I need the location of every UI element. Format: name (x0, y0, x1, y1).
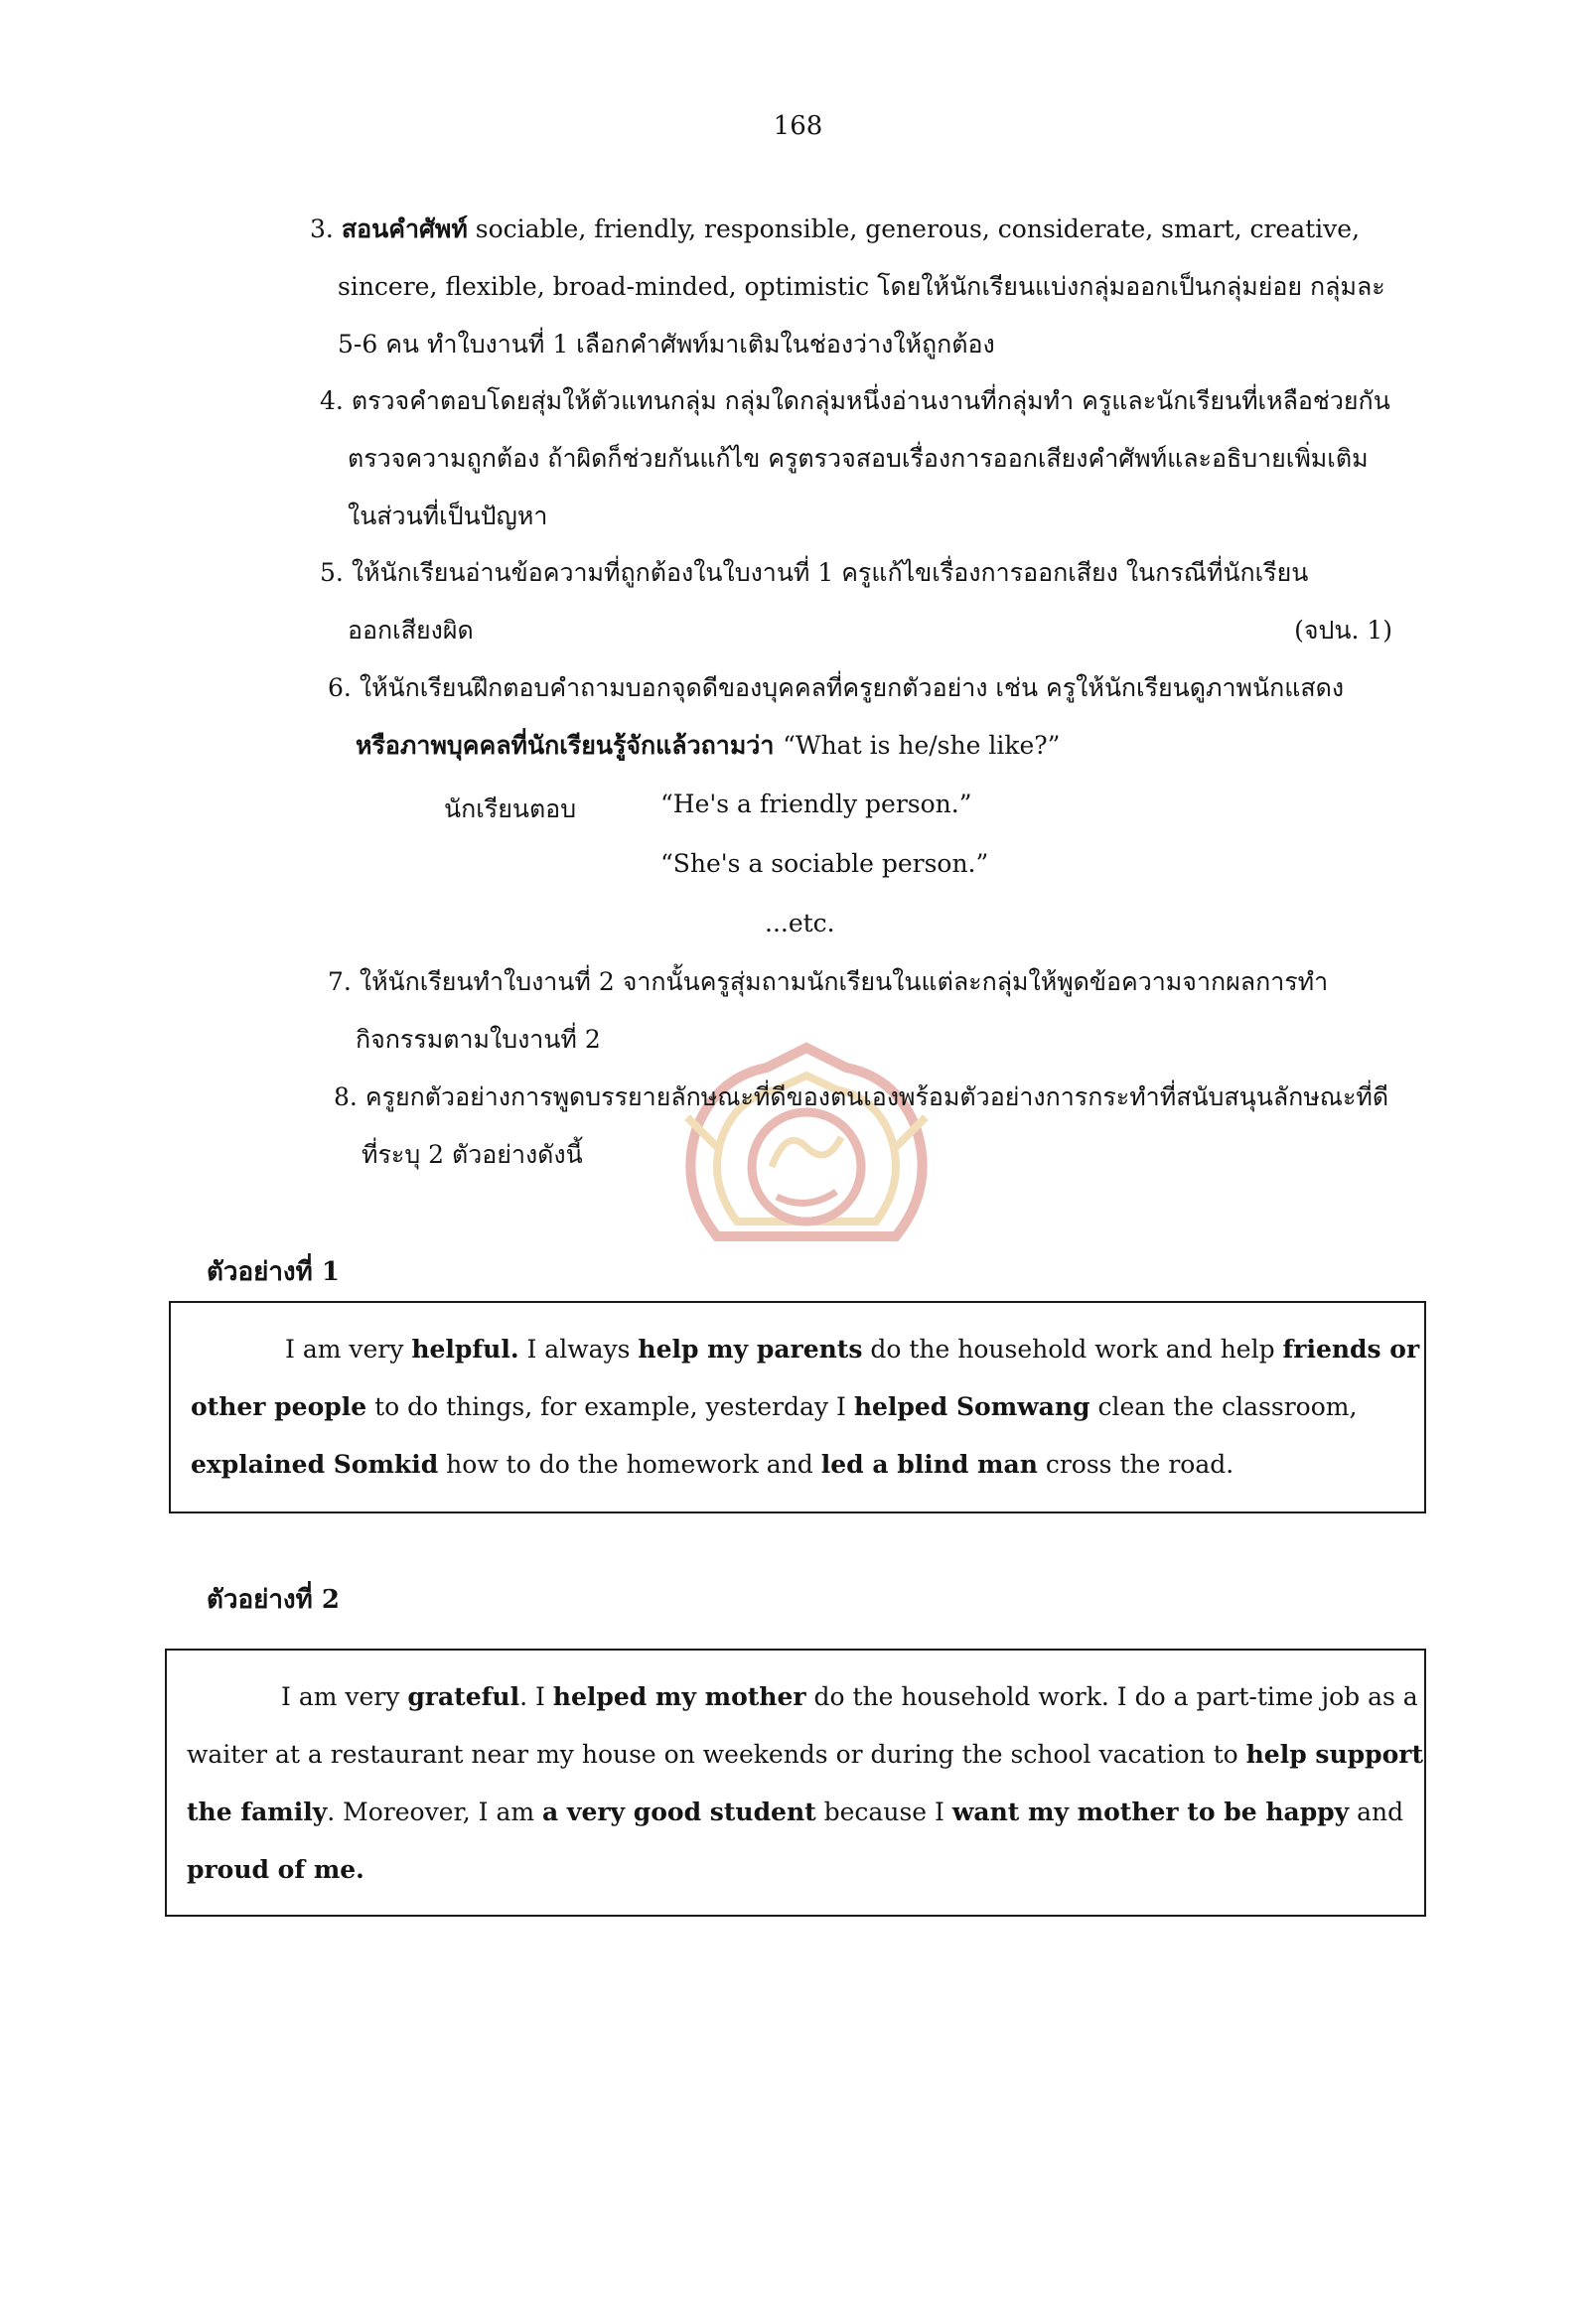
item-number: 4. (320, 386, 344, 415)
instruction-item-8 (334, 1069, 1436, 1184)
example-text: I am very (285, 1335, 412, 1364)
example-text: . Moreover, I am (327, 1798, 543, 1826)
example-text: want my mother to be happy (951, 1798, 1350, 1826)
item-text: sociable, friendly, responsible, generous, considerate, smart, creative, (467, 215, 1361, 243)
example-text: helped my mother (552, 1682, 806, 1711)
example-text: do the household work. I do a part-time job as a (805, 1682, 1418, 1711)
item-number: 5. (320, 558, 344, 587)
dialog-etc: ...etc. (765, 909, 835, 937)
item-text: ให้นักเรียนอ่านข้อความที่ถูกต้องในใบงานที่ 1 ครูแก้ไขเรื่องการออกเสียง ในกรณีที่นักเรียน (351, 558, 1309, 587)
item-number: 6. (328, 673, 352, 702)
example-2-title: ตัวอย่างที่ 2 (207, 1585, 340, 1615)
example-1-box (169, 1301, 1426, 1513)
instruction-item-3 (310, 201, 1422, 373)
example-text: to do things, for example, yesterday I (366, 1392, 854, 1421)
example-2-box (165, 1649, 1426, 1917)
item-text: ครูยกตัวอย่างการพูดบรรยายลักษณะที่ดีของตนเองพร้อมตัวอย่างการกระทำที่สนับสนุนลักษณะที่ดี (364, 1082, 1389, 1111)
example-text: a very good student (542, 1798, 816, 1826)
page-number: 168 (773, 111, 823, 141)
example-text: cross the road. (1037, 1450, 1234, 1479)
example-text: other people (191, 1392, 367, 1421)
example-text: I always (518, 1335, 639, 1364)
example-text: helpful. (411, 1335, 519, 1364)
example-text: because I (815, 1798, 952, 1826)
example-text: friends or (1282, 1335, 1420, 1364)
example-text: . I (519, 1682, 553, 1711)
example-text: led a blind man (820, 1450, 1038, 1479)
example-text: the family (187, 1798, 328, 1826)
item-number: 8. (334, 1082, 358, 1111)
example-text: explained Somkid (191, 1450, 439, 1479)
item-text: 5-6 คน ทำใบงานที่ 1 เลือกคำศัพท์มาเติมในช่องว่างให้ถูกต้อง (338, 330, 995, 359)
reference-note: (จปน. 1) (1294, 616, 1392, 645)
item-text: ตรวจคำตอบโดยสุ่มให้ตัวแทนกลุ่ม กลุ่มใดกลุ่มหนึ่งอ่านงานที่กลุ่มทำ ครูและนักเรียนที่เหลือช่วยกัน (351, 386, 1390, 415)
example-text: helped Somwang (853, 1392, 1090, 1421)
example-text: waiter at a restaurant near my house on weekends or during the school vacation to (187, 1740, 1246, 1769)
item-text: สอนคำศัพท์ (341, 215, 468, 243)
example-text: and (1349, 1798, 1404, 1826)
example-text: grateful (407, 1682, 520, 1711)
example-text: I am very (281, 1682, 408, 1711)
item-number: 3. (310, 215, 334, 243)
example-text: how to do the homework and (438, 1450, 821, 1479)
example-1-title: ตัวอย่างที่ 1 (207, 1257, 340, 1287)
example-text: proud of me. (187, 1855, 364, 1884)
example-text: help my parents (638, 1335, 863, 1364)
item-text: กิจกรรมตามใบงานที่ 2 (356, 1025, 601, 1054)
dialog-answer-1: “He's a friendly person.” (660, 790, 972, 818)
instruction-item-7 (328, 953, 1420, 1069)
item-text: “What is he/she like?” (783, 731, 1061, 760)
item-text: ในส่วนที่เป็นปัญหา (348, 502, 548, 530)
dialog-label: นักเรียนตอบ (444, 794, 577, 823)
example-text: clean the classroom, (1089, 1392, 1358, 1421)
item-text: ให้นักเรียนฝึกตอบคำถามบอกจุดดีของบุคคลที่ครูยกตัวอย่าง เช่น ครูให้นักเรียนดูภาพนักแสดง (359, 673, 1345, 702)
item-text: sincere, flexible, broad-minded, optimistic (338, 272, 878, 301)
item-text: ที่ระบุ 2 ตัวอย่างดังนี้ (362, 1140, 583, 1169)
item-text: หรือภาพบุคคลที่นักเรียนรู้จักแล้วถามว่า (356, 731, 784, 760)
item-text: ตรวจความถูกต้อง ถ้าผิดก็ช่วยกันแก้ไข ครูตรวจสอบเรื่องการออกเสียงคำศัพท์และอธิบายเพิ่มเติม (348, 444, 1369, 473)
instruction-item-6 (328, 659, 1420, 775)
example-text: do the household work and help (862, 1335, 1283, 1364)
item-text: ให้นักเรียนทำใบงานที่ 2 จากนั้นครูสุ่มถามนักเรียนในแต่ละกลุ่มให้พูดข้อความจากผลการทำ (359, 967, 1329, 996)
instruction-item-4 (320, 372, 1422, 545)
item-text: ออกเสียงผิด (348, 616, 474, 645)
dialog-answer-2: “She's a sociable person.” (660, 849, 989, 878)
instruction-item-5 (320, 544, 1392, 659)
example-text: help support (1245, 1740, 1423, 1769)
item-text: โดยให้นักเรียนแบ่งกลุ่มออกเป็นกลุ่มย่อย กลุ่มละ (877, 272, 1385, 301)
item-number: 7. (328, 967, 352, 996)
